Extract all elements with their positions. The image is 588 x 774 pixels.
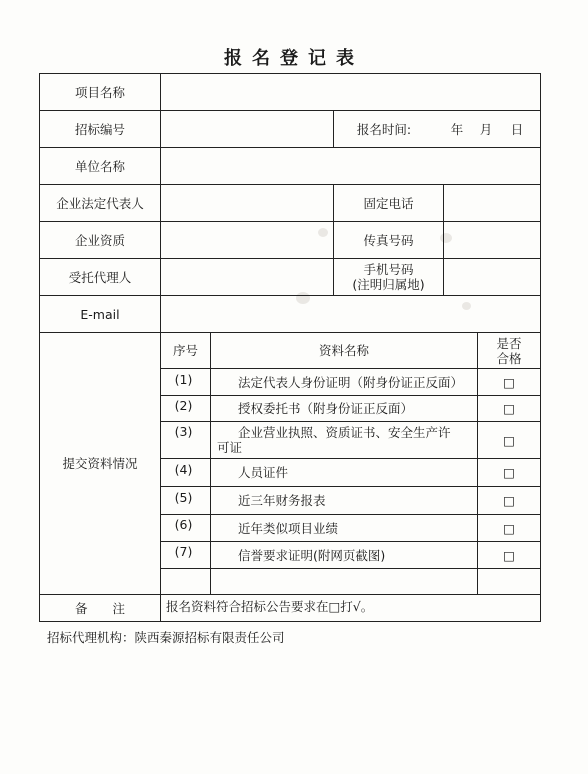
footer-agency: 招标代理机构：陕西秦源招标有限责任公司 bbox=[47, 630, 285, 645]
unit-name-field[interactable] bbox=[161, 148, 540, 184]
fixed-phone-field[interactable] bbox=[444, 185, 540, 221]
item-name: 信誉要求证明(附网页截图) bbox=[238, 547, 386, 563]
project-name-label: 项目名称 bbox=[74, 84, 125, 100]
agent-label: 受托代理人 bbox=[68, 269, 132, 285]
mobile-label-line1: 手机号码 bbox=[363, 262, 414, 277]
item-index: (6) bbox=[174, 516, 193, 532]
mobile-field[interactable] bbox=[444, 259, 540, 295]
mobile-label bbox=[334, 259, 443, 295]
item-pass-checkbox[interactable]: □ bbox=[503, 520, 515, 536]
reg-time-label: 报名时间: bbox=[356, 121, 412, 137]
empty-row-index[interactable] bbox=[161, 569, 210, 594]
fax-field[interactable] bbox=[444, 222, 540, 258]
legal-rep-field[interactable] bbox=[161, 185, 333, 221]
bid-number-label: 招标编号 bbox=[74, 121, 125, 137]
item-index: (3) bbox=[174, 423, 193, 439]
item-index: (7) bbox=[174, 543, 193, 559]
item-pass-checkbox[interactable]: □ bbox=[503, 401, 515, 416]
item-name bbox=[211, 422, 477, 458]
legal-rep-label: 企业法定代表人 bbox=[56, 195, 144, 211]
remarks-text: 报名资料符合招标公告要求在□打√。 bbox=[166, 598, 374, 614]
item-name: 近年类似项目业绩 bbox=[238, 520, 339, 536]
item-name-line2: 可证 bbox=[217, 440, 243, 455]
item-index: (5) bbox=[174, 489, 193, 505]
col-pass-header bbox=[478, 333, 540, 368]
item-pass-checkbox[interactable]: □ bbox=[503, 547, 515, 563]
unit-name-label: 单位名称 bbox=[74, 158, 125, 174]
item-name: 授权委托书（附身份证正反面） bbox=[238, 401, 414, 416]
item-pass-checkbox[interactable]: □ bbox=[503, 374, 515, 390]
form-title: 报名登记表 bbox=[224, 48, 364, 69]
item-pass-checkbox[interactable]: □ bbox=[503, 493, 515, 508]
bid-number-field[interactable] bbox=[161, 111, 333, 147]
col-name-header: 资料名称 bbox=[318, 343, 369, 358]
col-index-header: 序号 bbox=[172, 343, 198, 358]
mobile-label-line2: (注明归属地) bbox=[352, 277, 425, 292]
email-field[interactable] bbox=[161, 296, 540, 332]
qualification-field[interactable] bbox=[161, 222, 333, 258]
item-name-line1: 企业营业执照、资质证书、安全生产许 bbox=[238, 425, 451, 440]
reg-date-month[interactable]: 月 bbox=[479, 121, 493, 137]
item-index: (2) bbox=[174, 397, 193, 413]
empty-row-name[interactable] bbox=[211, 569, 477, 594]
col-pass-line1: 是否 bbox=[496, 335, 522, 351]
item-index: (1) bbox=[174, 371, 193, 387]
item-name: 人员证件 bbox=[238, 465, 289, 480]
remarks-label: 备 注 bbox=[74, 600, 125, 616]
item-pass-checkbox[interactable]: □ bbox=[503, 432, 515, 448]
item-index: (4) bbox=[174, 461, 193, 477]
fax-label: 传真号码 bbox=[363, 232, 414, 248]
reg-date-year[interactable]: 年 bbox=[450, 121, 464, 137]
fixed-phone-label: 固定电话 bbox=[363, 195, 414, 211]
materials-section-label: 提交资料情况 bbox=[62, 456, 138, 471]
item-name: 近三年财务报表 bbox=[238, 493, 326, 508]
item-name: 法定代表人身份证明（附身份证正反面） bbox=[238, 374, 464, 390]
qualification-label: 企业资质 bbox=[74, 232, 125, 248]
email-label: E-mail bbox=[80, 306, 120, 322]
empty-row-pass[interactable] bbox=[478, 569, 540, 594]
col-pass-line2: 合格 bbox=[496, 350, 522, 366]
agent-field[interactable] bbox=[161, 259, 333, 295]
item-pass-checkbox[interactable]: □ bbox=[503, 465, 515, 480]
project-name-field[interactable] bbox=[161, 74, 540, 110]
reg-date-day[interactable]: 日 bbox=[510, 121, 524, 137]
